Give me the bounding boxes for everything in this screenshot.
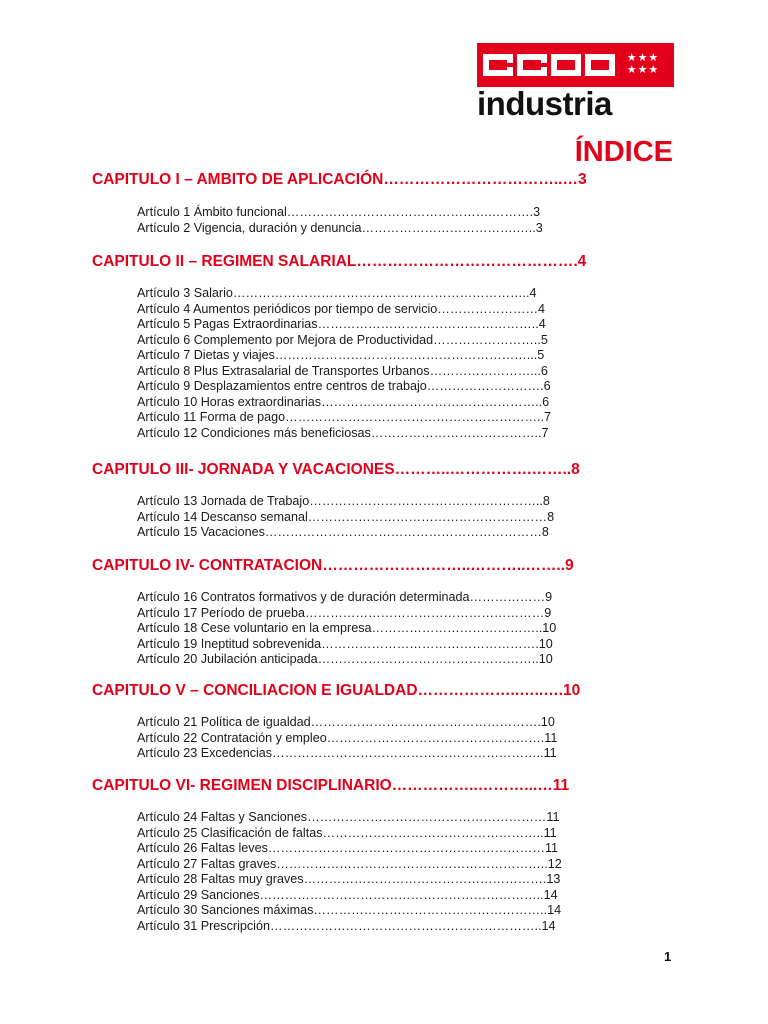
article-entry[interactable]: Artículo 9 Desplazamientos entre centros de trabajo……………………….6 (137, 379, 551, 393)
logo-stars-icon (620, 52, 666, 76)
index-title: ÍNDICE (574, 136, 673, 168)
article-entry[interactable]: Artículo 14 Descanso semanal…………………………………………………8 (137, 509, 555, 524)
logo-stars-row: ★★★ (626, 51, 660, 64)
article-entry[interactable]: Artículo 19 Ineptitud sobrevenida…………………………………………….10 (137, 636, 553, 651)
article-entry[interactable]: Artículo 13 Jornada de Trabajo………………………………………………..8 (137, 494, 550, 508)
article-entry[interactable]: Artículo 17 Período de prueba…………………………………………………9 (137, 605, 552, 620)
chapter-heading[interactable]: CAPITULO VI- REGIMEN DISCIPLINARIO……………..………...…11 (92, 777, 570, 794)
logo-ccoo-letters (483, 50, 615, 80)
article-entry[interactable]: Artículo 28 Faltas muy graves………………………………………………….13 (137, 872, 561, 886)
logo-letter-o (551, 54, 581, 76)
chapter-heading[interactable]: CAPITULO I – AMBITO DE APLICACIÓN……………………………..…3 (92, 171, 587, 188)
article-entry[interactable]: Artículo 8 Plus Extrasalarial de Transportes Urbanos……………………...6 (137, 363, 548, 378)
logo-stars-row: ★★★ (626, 63, 660, 76)
article-entry[interactable]: Artículo 25 Clasificación de faltas……………………………………………..11 (137, 825, 557, 840)
article-entry[interactable]: Artículo 7 Dietas y viajes……………………………………………………...5 (137, 348, 545, 362)
article-entry[interactable]: Artículo 5 Pagas Extraordinarias……………………………………………..4 (137, 317, 546, 331)
article-list (137, 205, 611, 236)
article-entry[interactable]: Artículo 4 Aumentos periódicos por tiempo de servicio……………………4 (137, 301, 546, 316)
article-list (137, 810, 611, 934)
chapter-heading[interactable]: CAPITULO II – REGIMEN SALARIAL…………………………………….4 (92, 253, 587, 270)
article-list (137, 715, 611, 762)
article-list (137, 494, 611, 541)
chapter-heading[interactable]: CAPITULO IV- CONTRATACION………………………..………..……..9 (92, 557, 574, 574)
chapter-heading[interactable]: CAPITULO V – CONCILIACION E IGUALDAD………………..…..….10 (92, 682, 581, 699)
ccoo-industria-logo (477, 43, 674, 123)
article-entry[interactable]: Artículo 10 Horas extraordinarias……………………………………………..6 (137, 394, 550, 409)
article-entry[interactable]: Artículo 1 Ámbito funcional………………………………………….……….3 (137, 205, 541, 219)
article-entry[interactable]: Artículo 29 Sanciones…………………………………………………………..14 (137, 887, 558, 902)
article-entry[interactable]: Artículo 3 Salario……………………………………………………………..4 (137, 286, 537, 300)
logo-red-band (477, 43, 674, 87)
article-list (137, 590, 611, 668)
article-entry[interactable]: Artículo 15 Vacaciones…………………………………………………………8 (137, 525, 549, 539)
article-entry[interactable]: Artículo 11 Forma de pago……………………………………………………..7 (137, 410, 552, 424)
article-entry[interactable]: Artículo 27 Faltas graves………………………………………………………..12 (137, 856, 562, 871)
article-entry[interactable]: Artículo 30 Sanciones máximas………………………………………………..14 (137, 903, 562, 917)
article-entry[interactable]: Artículo 12 Condiciones más beneficiosas…………………………………..7 (137, 425, 549, 440)
article-entry[interactable]: Artículo 6 Complemento por Mejora de Productividad……………………..5 (137, 332, 548, 347)
article-list (137, 286, 611, 441)
article-entry[interactable]: Artículo 26 Faltas leves…………………………………………………………11 (137, 841, 559, 855)
logo-letter-c (483, 54, 513, 76)
article-entry[interactable]: Artículo 20 Jubilación anticipada……………………………………………..10 (137, 652, 553, 666)
chapter-heading[interactable]: CAPITULO III- JORNADA Y VACACIONES………..…………….……..8 (92, 461, 580, 478)
article-entry[interactable]: Artículo 21 Política de igualdad……………………………………………….10 (137, 715, 555, 729)
article-entry[interactable]: Artículo 18 Cese voluntario en la empresa…………………………………..10 (137, 621, 557, 635)
article-entry[interactable]: Artículo 24 Faltas y Sanciones…………………………………………………11 (137, 810, 560, 824)
article-entry[interactable]: Artículo 23 Excedencias………………………………………………………..11 (137, 746, 557, 760)
page-number: 1 (664, 949, 672, 964)
article-entry[interactable]: Artículo 16 Contratos formativos y de duración determinada………………9 (137, 590, 553, 604)
article-entry[interactable]: Artículo 2 Vigencia, duración y denuncia……………………………….…..3 (137, 220, 543, 235)
logo-word: industria (477, 85, 612, 122)
logo-letter-c (517, 54, 547, 76)
logo-letter-o (585, 54, 615, 76)
article-entry[interactable]: Artículo 22 Contratación y empleo…………………………………………….11 (137, 730, 558, 745)
article-entry[interactable]: Artículo 31 Prescripción………………………………………………………..14 (137, 918, 556, 933)
